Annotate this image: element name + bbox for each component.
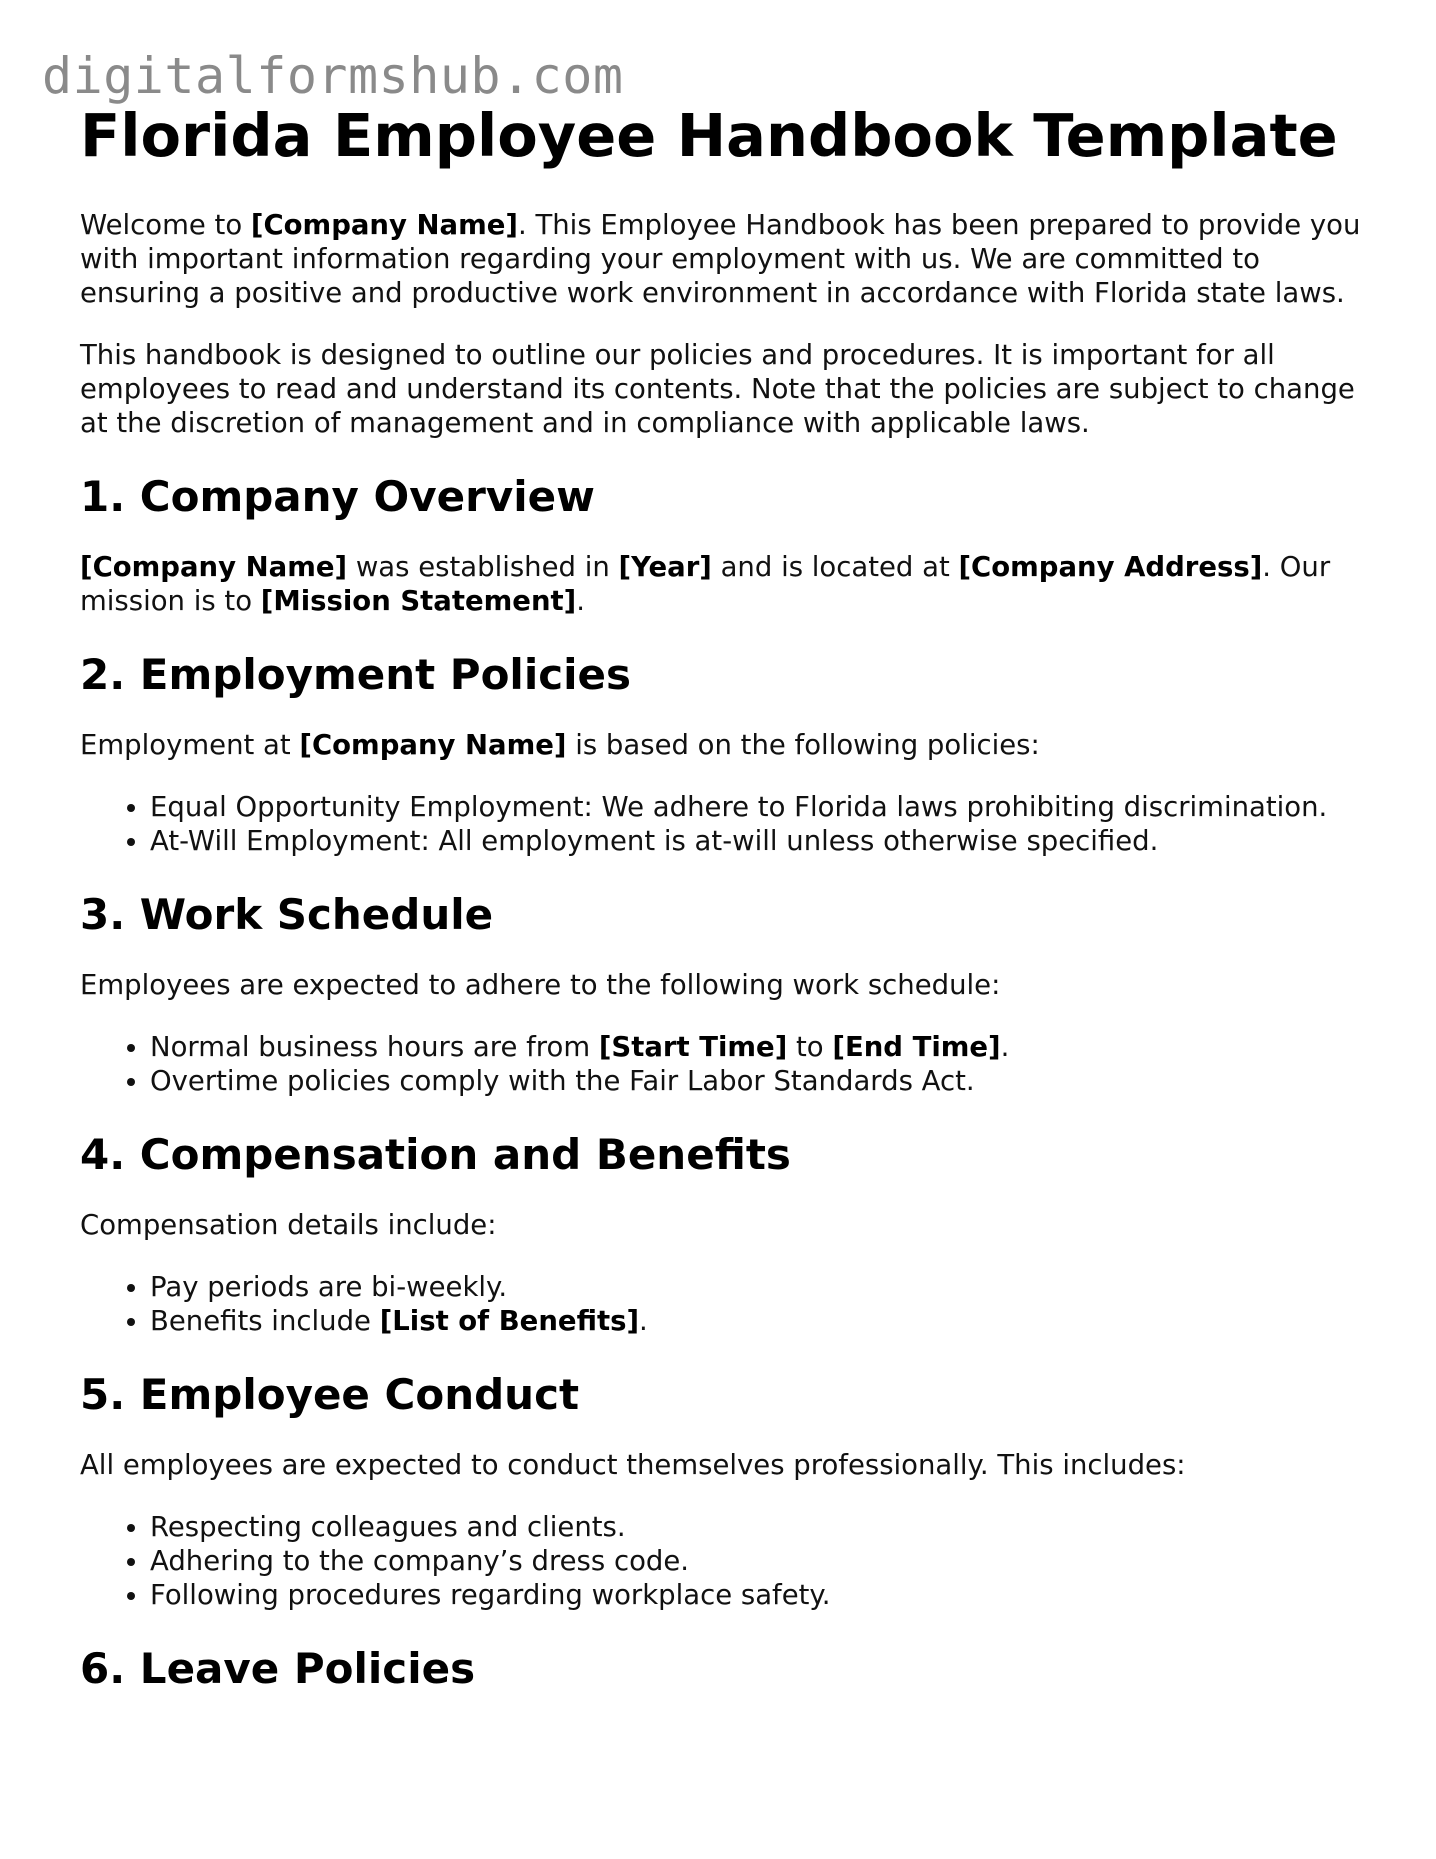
list-item: • Respecting colleagues and clients. bbox=[150, 1510, 1370, 1544]
employment-intro-pre: Employment at bbox=[80, 729, 300, 761]
company-name-placeholder: [Company Name] bbox=[80, 551, 348, 583]
list-item: • Equal Opportunity Employment: We adhere to Florida laws prohibiting discrimination. bbox=[150, 790, 1370, 824]
section-heading-leave-policies: 6. Leave Policies bbox=[80, 1644, 476, 1693]
section-heading-compensation-benefits: 4. Compensation and Benefits bbox=[80, 1130, 791, 1179]
benefits-text: . bbox=[639, 1305, 648, 1337]
document-page bbox=[80, 100, 1370, 1722]
list-item bbox=[150, 1030, 1370, 1064]
overview-text: . Our mission is to bbox=[80, 551, 1331, 617]
employment-intro-post: is based on the following policies: bbox=[566, 729, 1040, 761]
intro-text-pre: Welcome to bbox=[80, 209, 251, 241]
start-time-placeholder: [Start Time] bbox=[598, 1031, 788, 1063]
benefits-text: Benefits include bbox=[150, 1305, 380, 1337]
company-name-placeholder: [Company Name] bbox=[299, 729, 567, 761]
intro-paragraph-1 bbox=[80, 208, 1370, 310]
schedule-text: Normal business hours are from bbox=[150, 1031, 599, 1063]
compensation-list bbox=[80, 1270, 1370, 1338]
list-item: • Overtime policies comply with the Fair Labor Standards Act. bbox=[150, 1064, 1370, 1098]
conduct-intro: All employees are expected to conduct themselves professionally. This includes: bbox=[80, 1449, 1186, 1481]
conduct-list bbox=[80, 1510, 1370, 1612]
schedule-text: to bbox=[787, 1031, 833, 1063]
year-placeholder: [Year] bbox=[618, 551, 712, 583]
overview-text: . bbox=[576, 585, 586, 617]
company-overview-paragraph bbox=[80, 550, 1370, 618]
section-heading-employment-policies: 2. Employment Policies bbox=[80, 650, 632, 699]
list-item: • Pay periods are bi-weekly. bbox=[150, 1270, 1370, 1304]
company-name-placeholder: [Company Name] bbox=[250, 209, 518, 241]
intro-text-post: . This Employee Handbook has been prepared to provide you with important information regarding your employment with us. We are committed to ensuring a positive and productive work environment in accordance with Florida state laws. bbox=[80, 209, 1361, 309]
intro-paragraph-2: This handbook is designed to outline our policies and procedures. It is important for all employees to read and understand its contents. Note that the policies are subject to change at the discretion of management and in compliance with applicable laws. bbox=[80, 339, 1355, 439]
section-heading-work-schedule: 3. Work Schedule bbox=[80, 890, 494, 939]
section-heading-employee-conduct: 5. Employee Conduct bbox=[80, 1370, 580, 1419]
list-item: • Following procedures regarding workplace safety. bbox=[150, 1578, 1370, 1612]
list-of-benefits-placeholder: [List of Benefits] bbox=[379, 1305, 640, 1337]
compensation-intro: Compensation details include: bbox=[80, 1209, 497, 1241]
list-item: • At-Will Employment: All employment is at-will unless otherwise specified. bbox=[150, 824, 1370, 858]
employment-policy-list bbox=[80, 790, 1370, 858]
schedule-list bbox=[80, 1030, 1370, 1098]
document-title: Florida Employee Handbook Template bbox=[80, 101, 1338, 170]
mission-statement-placeholder: [Mission Statement] bbox=[260, 585, 577, 617]
employment-intro bbox=[80, 728, 1370, 762]
overview-text: and is located at bbox=[711, 551, 959, 583]
list-item bbox=[150, 1304, 1370, 1338]
watermark: digitalformshub.com bbox=[42, 47, 624, 105]
section-heading-company-overview: 1. Company Overview bbox=[80, 472, 595, 521]
schedule-intro: Employees are expected to adhere to the following work schedule: bbox=[80, 969, 1001, 1001]
end-time-placeholder: [End Time] bbox=[832, 1031, 1001, 1063]
list-item: • Adhering to the company’s dress code. bbox=[150, 1544, 1370, 1578]
company-address-placeholder: [Company Address] bbox=[958, 551, 1263, 583]
schedule-text: . bbox=[1000, 1031, 1010, 1063]
overview-text: was established in bbox=[347, 551, 619, 583]
